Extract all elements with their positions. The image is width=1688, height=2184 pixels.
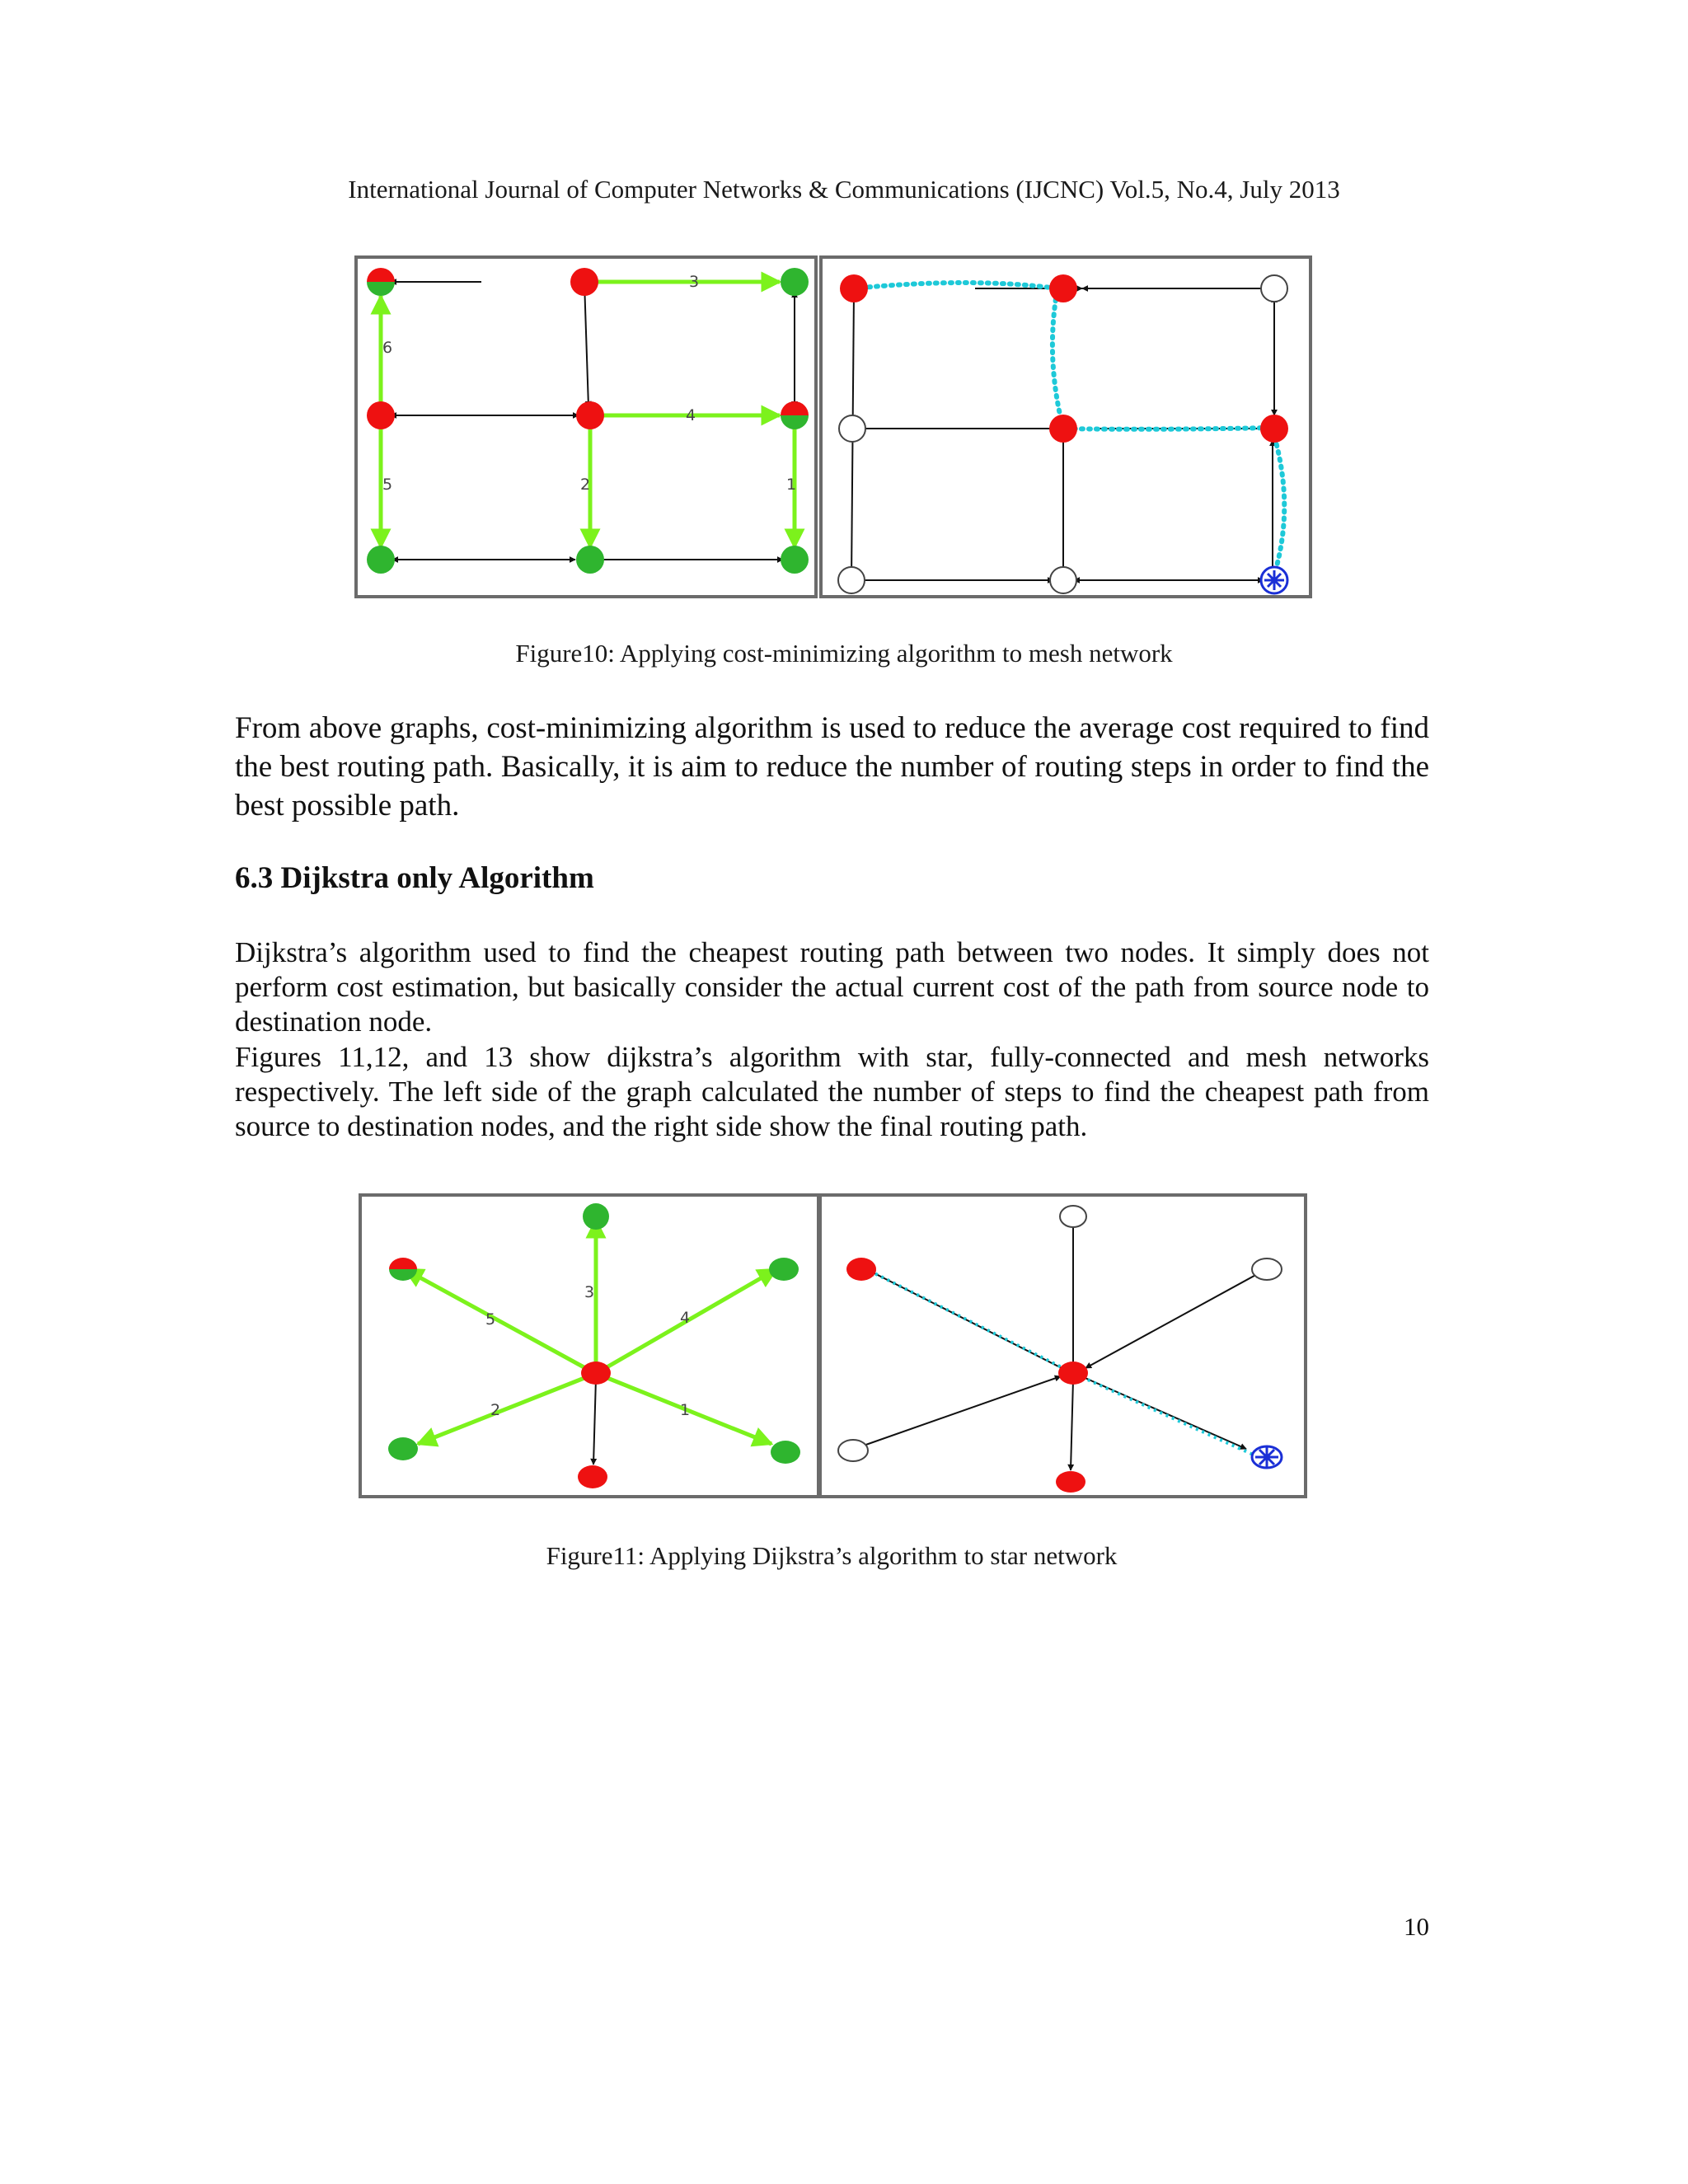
- figure11-left-graph: [362, 1197, 817, 1495]
- edge: [593, 1378, 596, 1465]
- edge-label: 2: [580, 476, 591, 494]
- edge: [584, 282, 588, 407]
- page-number: 10: [1404, 1912, 1429, 1941]
- edge-label: 5: [485, 1310, 496, 1329]
- edge-label: 4: [680, 1309, 691, 1327]
- edge-label: 6: [382, 339, 393, 357]
- edge: [1071, 1380, 1073, 1470]
- node: [771, 1441, 800, 1464]
- node: [846, 1258, 876, 1281]
- node: [1056, 1471, 1085, 1493]
- paragraph-figures-description: Figures 11,12, and 13 show dijkstra’s algorithm with star, fully-connected and mesh networks respectively. The left side of the graph calculated the number of steps to find the cheapest path from source to destination nodes, and the right side show the final routing path.: [235, 1041, 1429, 1142]
- figure10-right-graph: [823, 259, 1309, 595]
- edge: [1085, 1272, 1260, 1368]
- section-heading: 6.3 Dijkstra only Algorithm: [235, 861, 594, 895]
- node: [581, 1361, 611, 1385]
- target-node: [1252, 1446, 1282, 1468]
- running-header: International Journal of Computer Networks & Communications (IJCNC) Vol.5, No.4, July 2013: [348, 175, 1340, 204]
- figure10-left-graph: [358, 259, 814, 595]
- node: [1060, 1206, 1086, 1227]
- edge: [859, 1376, 1061, 1447]
- node: [576, 401, 604, 429]
- edge-label: 2: [490, 1401, 501, 1419]
- figure11-right-panel: [818, 1193, 1307, 1498]
- edge: [1081, 1376, 1246, 1449]
- paragraph-dijkstra-intro: Dijkstra’s algorithm used to find the cheapest routing path between two nodes. It simply does not perform cost estimation, but basically consider the actual current cost of the path from source node to destination node.: [235, 936, 1429, 1038]
- edge-label: 1: [786, 476, 797, 494]
- figure11-left-panel: [359, 1193, 820, 1498]
- node: [838, 567, 865, 593]
- node: [367, 401, 395, 429]
- node: [576, 546, 604, 574]
- node: [388, 1437, 418, 1460]
- node: [583, 1203, 609, 1230]
- path-edge: [418, 1376, 588, 1444]
- figure11-right-graph: [822, 1197, 1304, 1495]
- node: [1058, 1361, 1088, 1385]
- node: [839, 415, 865, 442]
- edge-label: 3: [689, 273, 700, 291]
- figure10-caption: Figure10: Applying cost-minimizing algorithm to mesh network: [515, 639, 1173, 668]
- node: [781, 546, 809, 574]
- edge-label: 4: [686, 406, 696, 424]
- edge-label: 3: [584, 1283, 595, 1301]
- figure10-right-panel: [819, 255, 1312, 598]
- edge-label: 1: [680, 1401, 691, 1419]
- node: [838, 1440, 868, 1461]
- node: [1049, 274, 1077, 302]
- node: [578, 1465, 607, 1488]
- node: [781, 268, 809, 296]
- target-node: [1261, 567, 1287, 593]
- node: [367, 268, 395, 296]
- edge-label: 5: [382, 476, 393, 494]
- path-edge: [405, 1269, 588, 1370]
- node: [769, 1258, 799, 1281]
- node: [367, 546, 395, 574]
- node: [1252, 1258, 1282, 1280]
- paragraph-cost-minimizing: From above graphs, cost-minimizing algorithm is used to reduce the average cost required to find the best routing path. Basically, it is aim to reduce the number of routing steps in order to find the best possible path.: [235, 711, 1429, 823]
- node: [781, 401, 809, 429]
- node: [1261, 275, 1287, 302]
- node: [1050, 567, 1076, 593]
- figure10-left-panel: [354, 255, 818, 598]
- node: [1260, 415, 1288, 443]
- node: [1049, 415, 1077, 443]
- node: [389, 1258, 417, 1281]
- node: [840, 274, 868, 302]
- figure11-caption: Figure11: Applying Dijkstra’s algorithm to star network: [546, 1541, 1118, 1570]
- node: [570, 268, 598, 296]
